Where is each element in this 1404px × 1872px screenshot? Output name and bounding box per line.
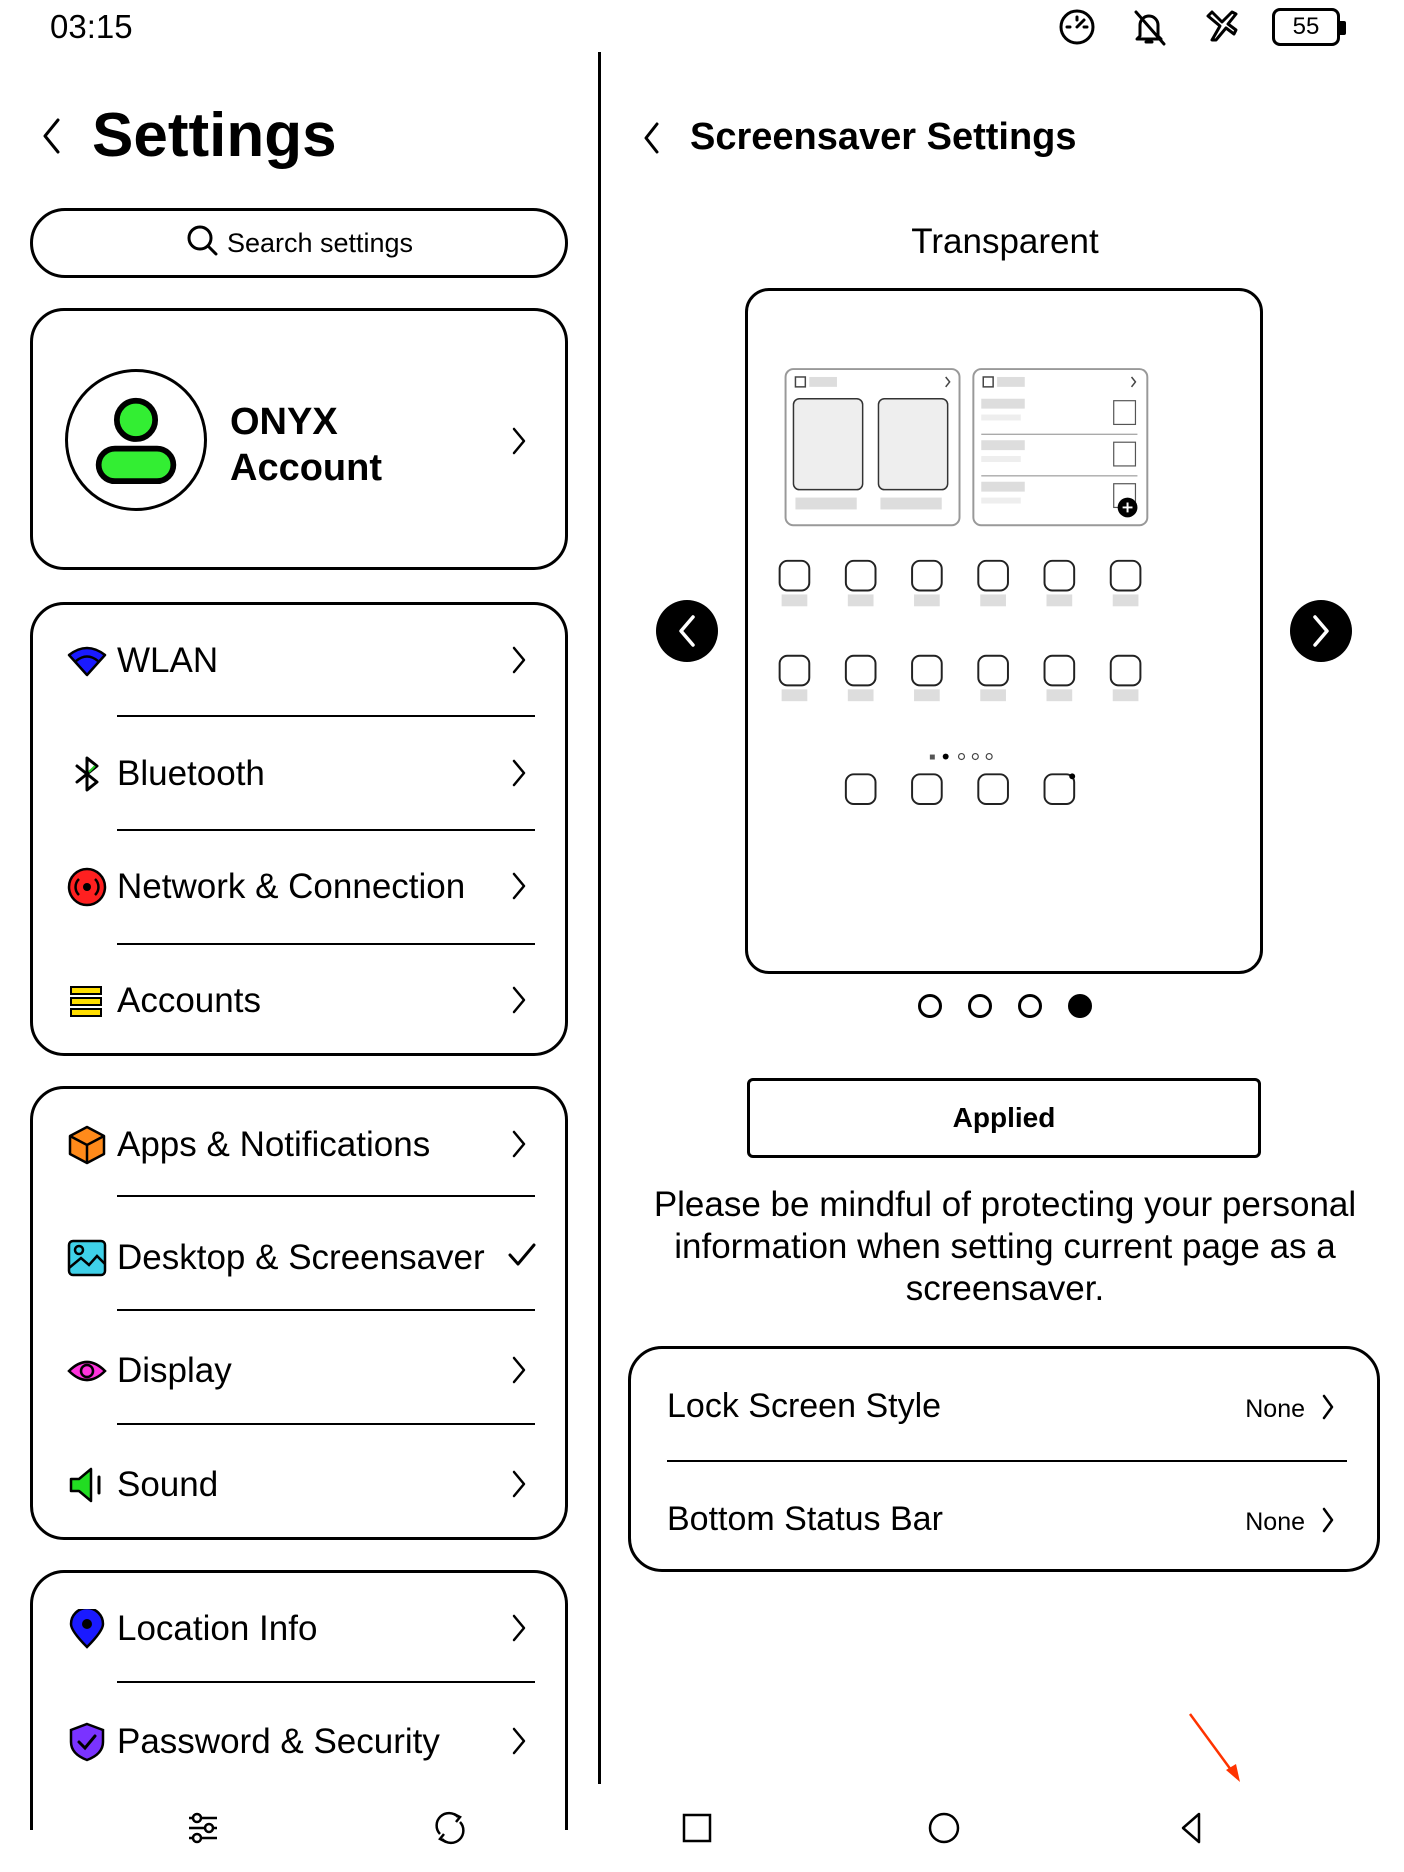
settings-item-location[interactable]: Location Info	[33, 1573, 565, 1687]
chevron-right-icon	[511, 1613, 527, 1643]
chevron-right-icon	[511, 426, 527, 456]
page-dot[interactable]	[918, 994, 942, 1018]
settings-item-display[interactable]: Display	[33, 1315, 565, 1429]
dashboard-icon	[1056, 6, 1098, 48]
screensaver-options	[628, 1346, 1380, 1572]
account-label: ONYX Account	[230, 401, 382, 489]
page-dot[interactable]	[1018, 994, 1042, 1018]
user-icon	[68, 372, 204, 508]
search-icon	[185, 223, 219, 264]
chevron-right-icon	[511, 871, 527, 901]
bell-off-icon	[1128, 6, 1170, 48]
search-placeholder: Search settings	[226, 227, 414, 258]
status-icons	[1056, 6, 1340, 48]
wifi-icon	[67, 641, 107, 681]
eye-icon	[67, 1351, 107, 1391]
speaker-icon	[67, 1465, 107, 1505]
applied-button[interactable]: Applied	[747, 1078, 1261, 1158]
bottom-status-bar-item[interactable]: Bottom Status Bar None	[631, 1462, 1377, 1574]
status-time: 03:15	[50, 8, 133, 45]
page-dot-active[interactable]	[1068, 994, 1092, 1018]
battery-indicator: 55	[1272, 8, 1340, 46]
bottom-navigation	[0, 1784, 1404, 1872]
chevron-left-icon	[676, 614, 698, 648]
network-settings-group	[30, 602, 568, 1056]
row-divider	[117, 1681, 535, 1683]
screensaver-preview[interactable]	[745, 288, 1263, 974]
desktop-icon	[67, 1238, 107, 1278]
settings-header	[40, 100, 337, 171]
chevron-right-icon	[511, 1355, 527, 1385]
back-chevron-icon[interactable]	[40, 116, 62, 156]
previous-style-button[interactable]	[656, 600, 718, 662]
page-title: Settings	[92, 101, 337, 170]
home-circle-icon[interactable]	[924, 1808, 964, 1848]
square-icon[interactable]	[677, 1808, 717, 1848]
panel-divider	[598, 52, 601, 1784]
airplane-icon	[1200, 6, 1242, 48]
back-chevron-icon[interactable]	[642, 121, 660, 155]
chevron-right-icon	[511, 1469, 527, 1499]
next-style-button[interactable]	[1290, 600, 1352, 662]
apps-icon	[67, 1125, 107, 1165]
settings-item-wlan[interactable]: WLAN	[33, 605, 565, 719]
screensaver-header	[642, 116, 1077, 159]
settings-item-apps[interactable]: Apps & Notifications	[33, 1089, 565, 1203]
settings-item-network[interactable]: Network & Connection	[33, 831, 565, 945]
row-divider	[117, 1195, 535, 1197]
checkmark-icon	[507, 1240, 537, 1275]
refresh-icon[interactable]	[430, 1808, 470, 1848]
settings-item-security[interactable]: Password & Security	[33, 1686, 565, 1800]
shield-icon	[67, 1722, 107, 1762]
home-screen-preview-image	[748, 291, 1260, 971]
chevron-right-icon	[1310, 614, 1332, 648]
row-divider	[117, 715, 535, 717]
settings-item-sound[interactable]: Sound	[33, 1429, 565, 1543]
row-divider	[117, 1309, 535, 1311]
option-value: None	[1245, 1508, 1305, 1536]
device-settings-group	[30, 1086, 568, 1540]
chevron-right-icon	[511, 645, 527, 675]
preview-name: Transparent	[911, 222, 1099, 261]
chevron-right-icon	[511, 1129, 527, 1159]
accounts-icon	[67, 981, 107, 1021]
chevron-right-icon	[511, 1726, 527, 1756]
settings-item-accounts[interactable]: Accounts	[33, 945, 565, 1059]
bluetooth-icon	[67, 754, 107, 794]
settings-item-desktop[interactable]: Desktop & Screensaver	[33, 1202, 565, 1316]
option-value: None	[1245, 1395, 1305, 1423]
page-dot[interactable]	[968, 994, 992, 1018]
screensaver-title: Screensaver Settings	[690, 116, 1077, 158]
sliders-icon[interactable]	[183, 1808, 223, 1848]
location-pin-icon	[67, 1609, 107, 1649]
pointer-arrow-icon	[1186, 1710, 1246, 1786]
search-input[interactable]	[30, 208, 568, 278]
chevron-right-icon	[511, 758, 527, 788]
avatar	[65, 369, 207, 511]
lock-screen-style-item[interactable]: Lock Screen Style None	[631, 1349, 1377, 1461]
chevron-right-icon	[511, 985, 527, 1015]
preview-page-indicator	[918, 994, 1092, 1018]
settings-item-bluetooth[interactable]: Bluetooth	[33, 718, 565, 832]
chevron-right-icon	[1321, 1506, 1335, 1534]
privacy-notice: Please be mindful of protecting your personal information when setting current page as a screensaver.	[653, 1185, 1357, 1308]
chevron-right-icon	[1321, 1393, 1335, 1421]
back-triangle-icon[interactable]	[1171, 1808, 1211, 1848]
account-card[interactable]	[30, 308, 568, 570]
row-divider	[117, 1423, 535, 1425]
network-icon	[67, 867, 107, 907]
